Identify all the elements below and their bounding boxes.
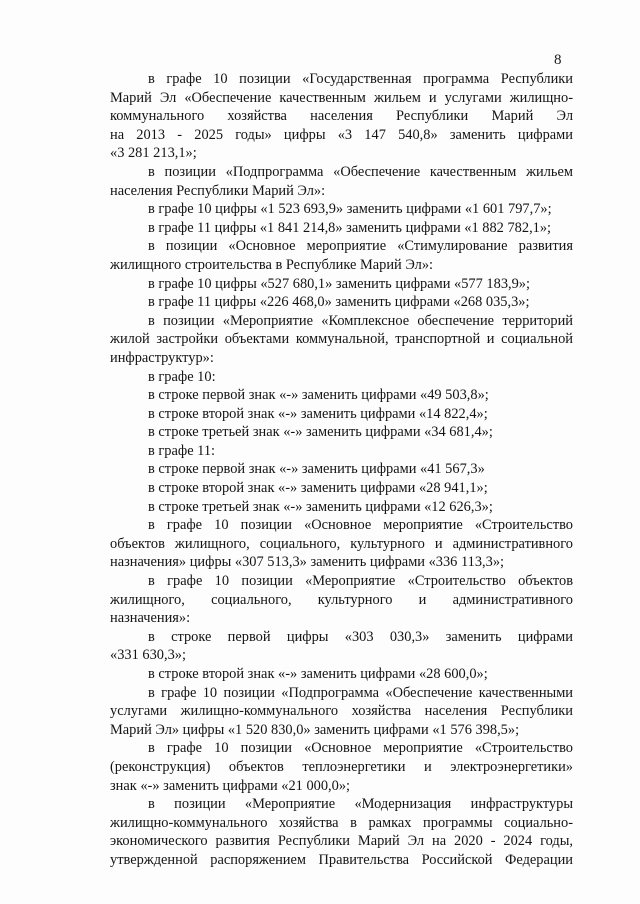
text-line: в графе 10: bbox=[148, 368, 216, 385]
text-line: коммунального хозяйства населения Республики Марий Эл bbox=[110, 108, 573, 125]
document-body bbox=[110, 70, 573, 870]
text-line: в строке второй знак «-» заменить цифрами «14 822,4»; bbox=[148, 405, 488, 422]
text-line: жилой застройки объектами коммунальной, транспортной и социальной bbox=[110, 331, 573, 348]
text-line: в строке третьей знак «-» заменить цифрами «12 626,3»; bbox=[148, 498, 493, 515]
text-line: в позиции «Подпрограмма «Обеспечение качественным жильем bbox=[148, 163, 573, 180]
text-line: в графе 10 позиции «Государственная программа Республики bbox=[148, 71, 573, 87]
text-line: в графе 11: bbox=[148, 442, 216, 459]
text-line: в позиции «Основное мероприятие «Стимулирование развития bbox=[148, 238, 573, 255]
page-number: 8 bbox=[554, 52, 562, 68]
text-line: в строке второй знак «-» заменить цифрами «28 600,0»; bbox=[148, 666, 488, 682]
text-line: в графе 10 позиции «Основное мероприятие «Строительство bbox=[148, 740, 573, 757]
text-line: жилищного, социального, культурного и административного bbox=[110, 591, 573, 608]
text-line: населения Республики Марий Эл»: bbox=[110, 182, 326, 199]
text-line: в графе 10 позиции «Подпрограмма «Обеспечение качественными bbox=[148, 684, 573, 701]
text-line: в позиции «Мероприятие «Модернизация инфраструктуры bbox=[148, 796, 573, 813]
text-line: услугами жилищно-коммунального хозяйства населения Республики bbox=[110, 703, 573, 720]
text-line: Марий Эл» цифры «1 520 830,0» заменить цифрами «1 576 398,5»; bbox=[110, 721, 520, 738]
text-line: «331 630,3»; bbox=[110, 647, 186, 664]
text-line: на 2013 - 2025 годы» цифры «3 147 540,8» заменить цифрами bbox=[110, 126, 573, 143]
text-line: назначения»: bbox=[110, 610, 191, 627]
text-line: в позиции «Мероприятие «Комплексное обеспечение территорий bbox=[148, 312, 573, 329]
text-line: в графе 10 позиции «Мероприятие «Строительство объектов bbox=[148, 573, 573, 590]
text-line: жилищного строительства в Республике Марий Эл»: bbox=[110, 256, 434, 273]
text-line: «3 281 213,1»; bbox=[110, 145, 197, 162]
text-line: экономического развития Республики Марий Эл на 2020 - 2024 годы, bbox=[110, 833, 573, 850]
text-line: утвержденной распоряжением Правительства Российской Федерации bbox=[110, 851, 573, 868]
text-line: в графе 10 цифры «527 680,1» заменить цифрами «577 183,9»; bbox=[148, 275, 530, 292]
text-line: в графе 10 цифры «1 523 693,9» заменить цифрами «1 601 797,7»; bbox=[148, 201, 552, 218]
text-line: Марий Эл «Обеспечение качественным жильем и услугами жилищно- bbox=[110, 89, 573, 106]
text-line: знак «-» заменить цифрами «21 000,0»; bbox=[110, 777, 351, 794]
text-line: инфраструктур»: bbox=[110, 349, 214, 366]
text-line: в графе 11 цифры «226 468,0» заменить цифрами «268 035,3»; bbox=[148, 294, 530, 311]
text-line: объектов жилищного, социального, культурного и административного bbox=[110, 535, 573, 552]
text-line: в графе 11 цифры «1 841 214,8» заменить цифрами «1 882 782,1»; bbox=[148, 219, 552, 236]
text-line: в строке второй знак «-» заменить цифрами «28 941,1»; bbox=[148, 480, 488, 497]
text-line: в строке первой знак «-» заменить цифрами «41 567,3» bbox=[148, 461, 485, 478]
text-line: в строке третьей знак «-» заменить цифрами «34 681,4»; bbox=[148, 424, 493, 441]
text-line: жилищно-коммунального хозяйства в рамках программы социально- bbox=[110, 814, 573, 831]
text-line: назначения» цифры «307 513,3» заменить цифрами «336 113,3»; bbox=[110, 554, 505, 571]
text-line: в строке первой знак «-» заменить цифрами «49 503,8»; bbox=[148, 387, 489, 404]
text-line: в строке первой цифры «303 030,3» заменить цифрами bbox=[148, 628, 573, 645]
text-line: в графе 10 позиции «Основное мероприятие «Строительство bbox=[148, 517, 573, 534]
text-line: (реконструкция) объектов теплоэнергетики и электроэнергетики» bbox=[110, 758, 573, 775]
